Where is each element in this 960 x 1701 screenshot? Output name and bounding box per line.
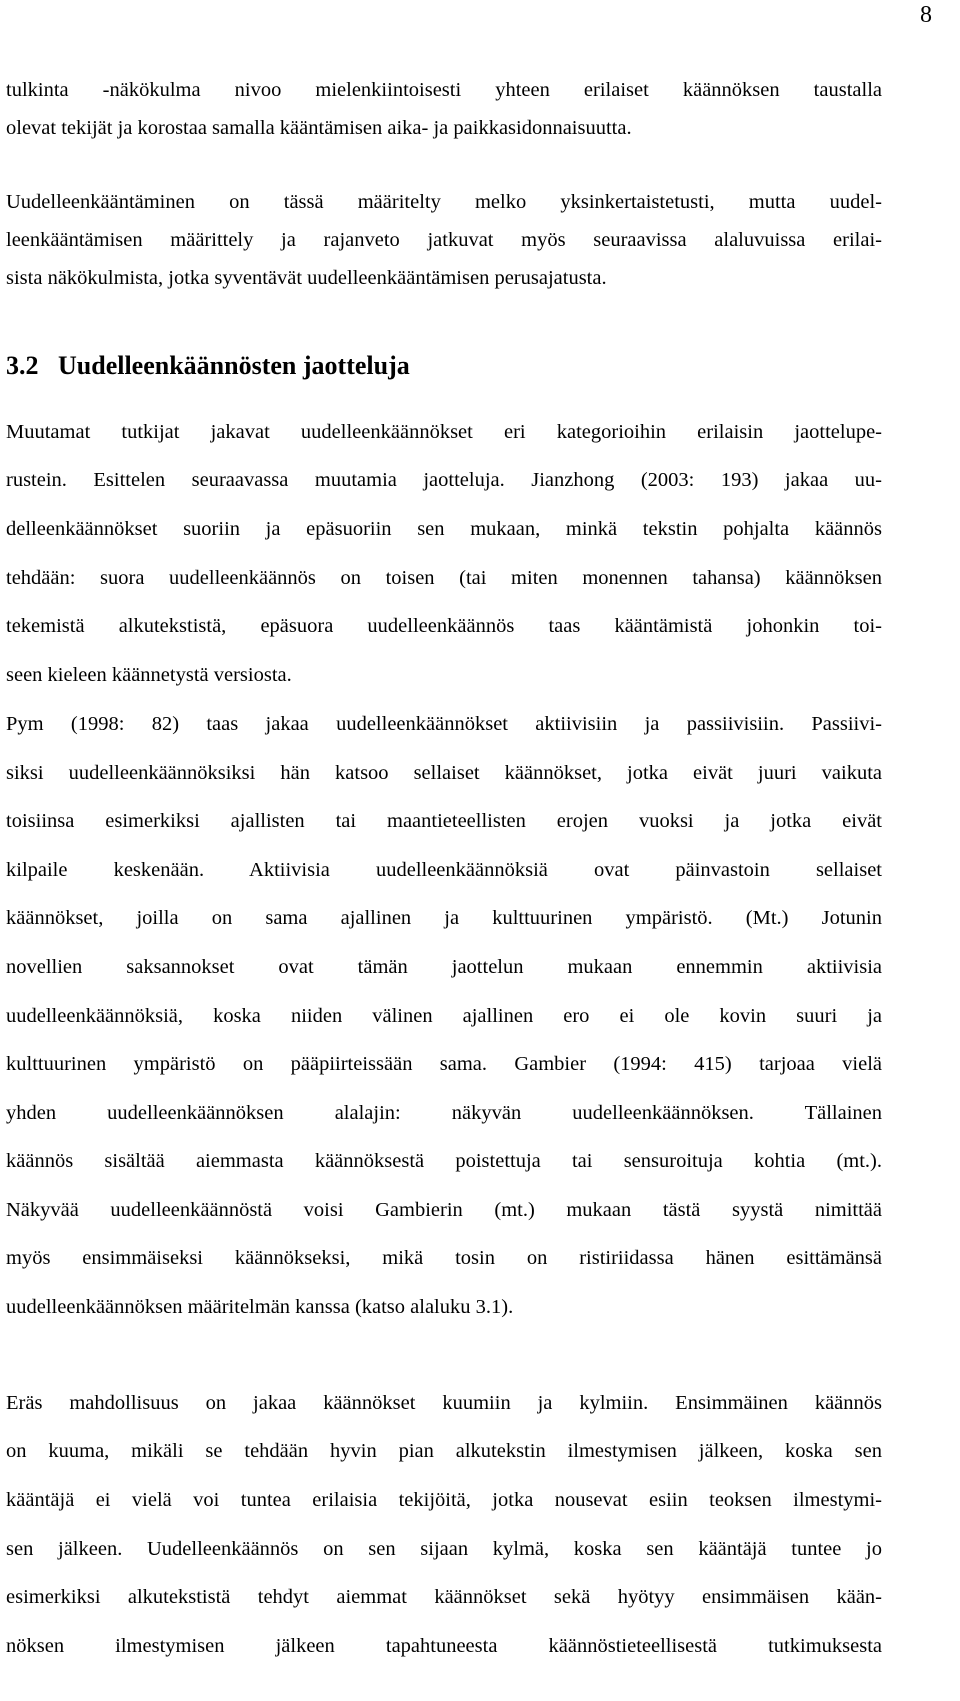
section-title: Uudelleenkäännösten jaotteluja bbox=[58, 351, 410, 380]
text-line: Uudelleenkääntäminen on tässä määritelty melko yksinkertaistetusti, mutta uudel- bbox=[6, 191, 882, 213]
text-line: Pym (1998: 82) taas jakaa uudelleenkäännökset aktiivisiin ja passiivisiin. Passiivi- bbox=[6, 713, 882, 735]
text-line: leenkääntämisen määrittely ja rajanveto jatkuvat myös seuraavissa alaluvuissa erilai- bbox=[6, 229, 882, 251]
text-line: Näkyvää uudelleenkäännöstä voisi Gambierin (mt.) mukaan tästä syystä nimittää bbox=[6, 1199, 882, 1221]
text-line: toisiinsa esimerkiksi ajallisten tai maantieteellisten erojen vuoksi ja jotka eivät bbox=[6, 810, 882, 832]
page-number: 8 bbox=[920, 2, 932, 28]
text-line: uudelleenkäännöksiä, koska niiden välinen ajallinen ero ei ole kovin suuri ja bbox=[6, 1005, 882, 1027]
text-line: on kuuma, mikäli se tehdään hyvin pian alkutekstin ilmestymisen jälkeen, koska sen bbox=[6, 1440, 882, 1462]
text-line: siksi uudelleenkäännöksiksi hän katsoo sellaiset käännökset, jotka eivät juuri vaikuta bbox=[6, 762, 882, 784]
section-number: 3.2 bbox=[6, 351, 39, 380]
text-line: esimerkiksi alkutekstistä tehdyt aiemmat käännökset sekä hyötyy ensimmäisen kään- bbox=[6, 1586, 882, 1608]
text-line: uudelleenkäännöksen määritelmän kanssa (katso alaluku 3.1). bbox=[6, 1296, 514, 1318]
text-line: tekemistä alkutekstistä, epäsuora uudelleenkäännös taas kääntämistä johonkin toi- bbox=[6, 615, 882, 637]
section-heading bbox=[6, 346, 410, 386]
text-line: käännös sisältää aiemmasta käännöksestä poistettuja tai sensuroituja kohtia (mt.). bbox=[6, 1150, 882, 1172]
text-line: yhden uudelleenkäännöksen alalajin: näkyvän uudelleenkäännöksen. Tällainen bbox=[6, 1102, 882, 1124]
text-line: sista näkökulmista, jotka syventävät uudelleenkääntämisen perusajatusta. bbox=[6, 267, 607, 289]
text-line: käännökset, joilla on sama ajallinen ja kulttuurinen ympäristö. (Mt.) Jotunin bbox=[6, 907, 882, 929]
text-line: Eräs mahdollisuus on jakaa käännökset kuumiin ja kylmiin. Ensimmäinen käännös bbox=[6, 1392, 882, 1414]
text-line: olevat tekijät ja korostaa samalla kääntämisen aika- ja paikkasidonnaisuutta. bbox=[6, 117, 632, 139]
text-line: novellien saksannokset ovat tämän jaottelun mukaan ennemmin aktiivisia bbox=[6, 956, 882, 978]
text-line: nöksen ilmestymisen jälkeen tapahtuneesta käännöstieteellisestä tutkimuksesta bbox=[6, 1635, 882, 1657]
text-line: tehdään: suora uudelleenkäännös on toisen (tai miten monennen tahansa) käännöksen bbox=[6, 567, 882, 589]
text-line: delleenkäännökset suoriin ja epäsuoriin sen mukaan, minkä tekstin pohjalta käännös bbox=[6, 518, 882, 540]
text-line: tulkinta -näkökulma nivoo mielenkiintoisesti yhteen erilaiset käännöksen taustalla bbox=[6, 79, 882, 101]
text-line: sen jälkeen. Uudelleenkäännös on sen sijaan kylmä, koska sen kääntäjä tuntee jo bbox=[6, 1538, 882, 1560]
text-line: kulttuurinen ympäristö on pääpiirteissään sama. Gambier (1994: 415) tarjoaa vielä bbox=[6, 1053, 882, 1075]
text-line: kääntäjä ei vielä voi tuntea erilaisia tekijöitä, jotka nousevat esiin teoksen ilmestymi- bbox=[6, 1489, 882, 1511]
text-line: kilpaile keskenään. Aktiivisia uudelleenkäännöksiä ovat päinvastoin sellaiset bbox=[6, 859, 882, 881]
text-line: rustein. Esittelen seuraavassa muutamia jaotteluja. Jianzhong (2003: 193) jakaa uu- bbox=[6, 469, 882, 491]
text-line: myös ensimmäiseksi käännökseksi, mikä tosin on ristiriidassa hänen esittämänsä bbox=[6, 1247, 882, 1269]
text-line: seen kieleen käännetystä versiosta. bbox=[6, 664, 292, 686]
text-line: Muutamat tutkijat jakavat uudelleenkäännökset eri kategorioihin erilaisin jaottelupe- bbox=[6, 421, 882, 443]
